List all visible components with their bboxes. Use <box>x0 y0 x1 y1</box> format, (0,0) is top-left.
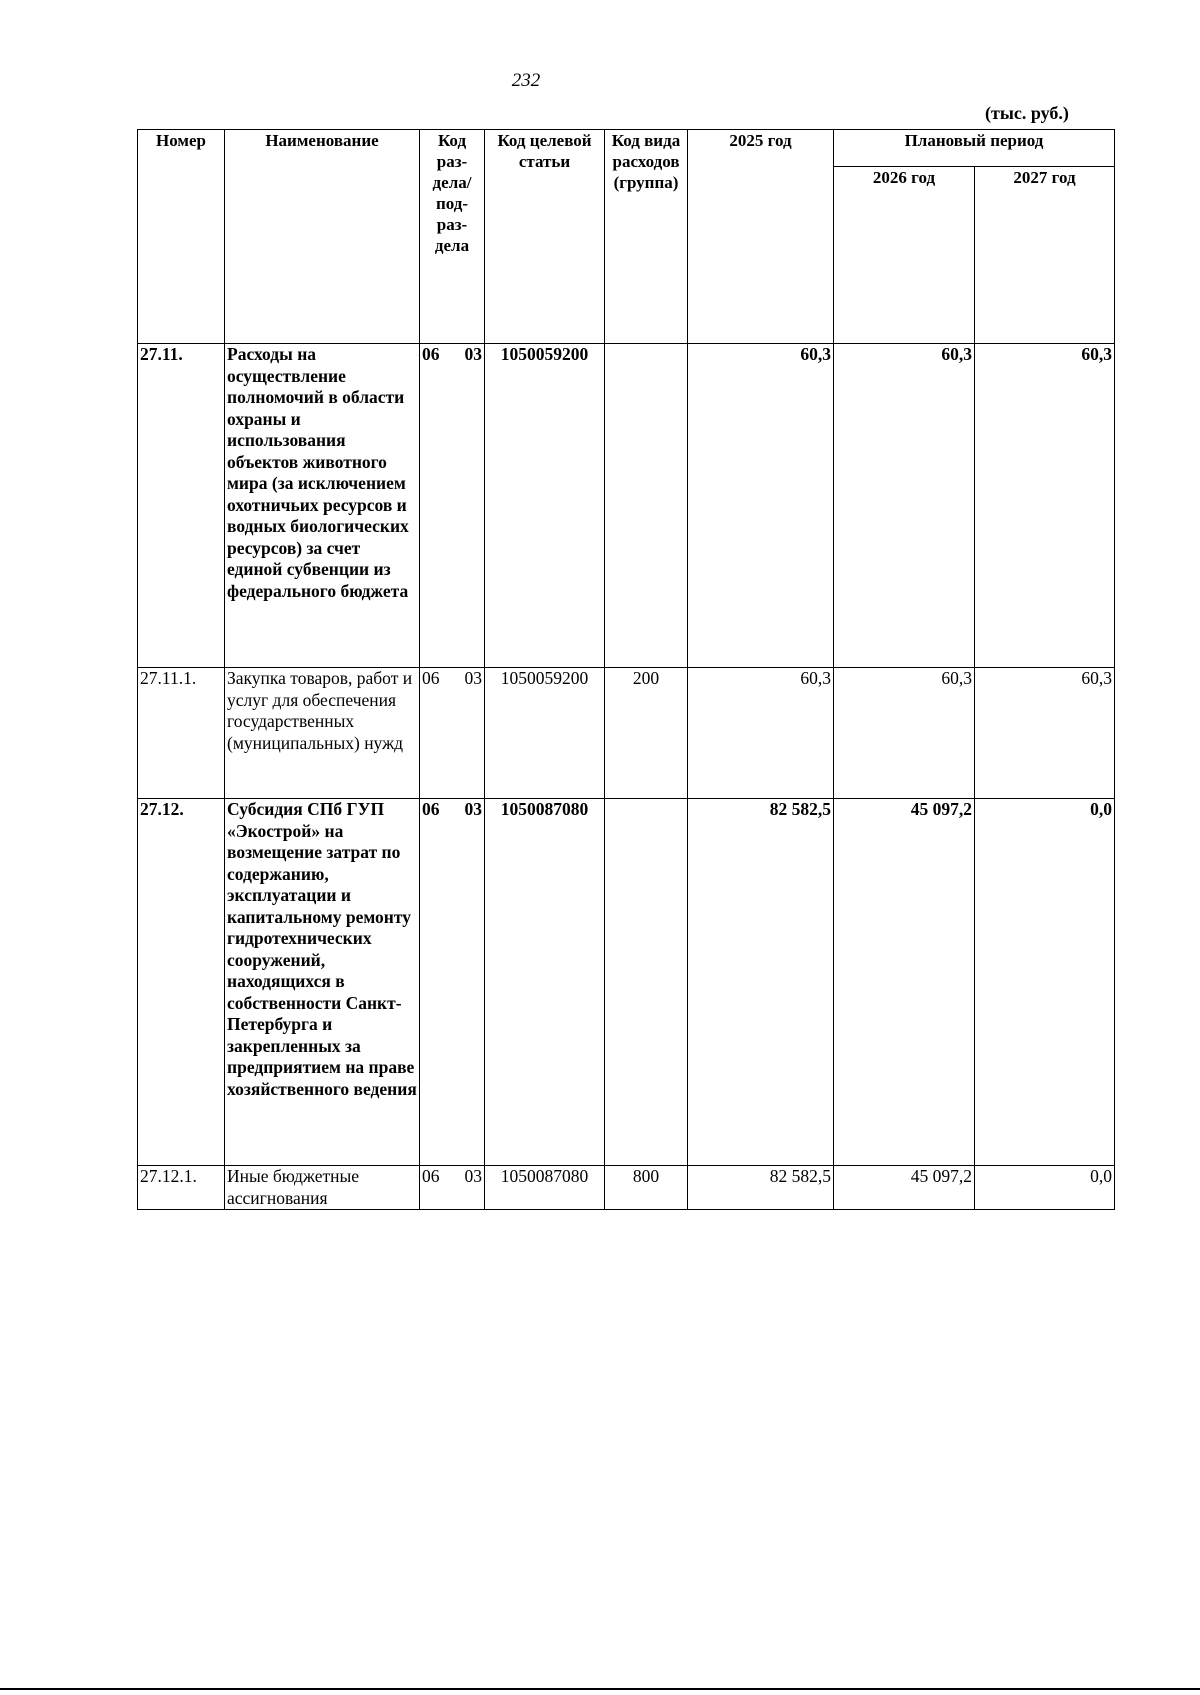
row-2027: 0,0 <box>975 1166 1115 1210</box>
row-2025: 82 582,5 <box>688 1166 834 1210</box>
row-number: 27.12.1. <box>138 1166 225 1210</box>
header-number: Номер <box>138 130 225 344</box>
subsection-code: 03 <box>464 668 482 688</box>
row-kind <box>605 344 688 668</box>
row-section <box>420 799 485 1166</box>
row-number: 27.11.1. <box>138 668 225 799</box>
row-target: 1050059200 <box>485 344 605 668</box>
table-row <box>138 668 1115 799</box>
row-2025: 82 582,5 <box>688 799 834 1166</box>
header-section-code: Код раз-дела/ под-раз-дела <box>420 130 485 344</box>
row-name: Субсидия СПб ГУП «Экострой» на возмещение затрат по содержанию, эксплуатации и капитальному ремонту гидротехнических сооружений, находящихся в собственности Санкт-Петербурга и закрепленных за предприятием на праве хозяйственного ведения <box>225 799 420 1166</box>
table-row <box>138 344 1115 668</box>
header-target-code: Код целевой статьи <box>485 130 605 344</box>
row-target: 1050087080 <box>485 799 605 1166</box>
table-row <box>138 799 1115 1166</box>
header-2025: 2025 год <box>688 130 834 344</box>
row-kind: 200 <box>605 668 688 799</box>
row-name: Расходы на осуществление полномочий в области охраны и использования объектов животного мира (за исключением охотничьих ресурсов и водных биологических ресурсов) за счет единой субвенции из федерального бюджета <box>225 344 420 668</box>
row-2025: 60,3 <box>688 344 834 668</box>
budget-table <box>137 129 1115 1210</box>
row-2026: 60,3 <box>834 668 975 799</box>
subsection-code: 03 <box>464 799 482 819</box>
row-2026: 60,3 <box>834 344 975 668</box>
units-label: (тыс. руб.) <box>985 103 1069 123</box>
section-code: 06 <box>422 344 440 364</box>
row-number: 27.11. <box>138 344 225 668</box>
row-section <box>420 344 485 668</box>
header-expense-kind: Код вида расходов (группа) <box>605 130 688 344</box>
section-code: 06 <box>422 668 440 688</box>
row-2026: 45 097,2 <box>834 799 975 1166</box>
row-2027: 0,0 <box>975 799 1115 1166</box>
row-section <box>420 668 485 799</box>
header-2026: 2026 год <box>834 167 975 344</box>
row-section <box>420 1166 485 1210</box>
row-2027: 60,3 <box>975 668 1115 799</box>
table-row <box>138 1166 1115 1210</box>
scan-edge-rule <box>0 1688 1200 1690</box>
row-kind <box>605 799 688 1166</box>
section-code: 06 <box>422 1166 440 1186</box>
row-2027: 60,3 <box>975 344 1115 668</box>
row-2025: 60,3 <box>688 668 834 799</box>
header-row <box>138 130 1115 167</box>
subsection-code: 03 <box>464 1166 482 1186</box>
row-number: 27.12. <box>138 799 225 1166</box>
row-name: Иные бюджетные ассигнования <box>225 1166 420 1210</box>
header-2027: 2027 год <box>975 167 1115 344</box>
subsection-code: 03 <box>464 344 482 364</box>
page-number: 232 <box>511 70 541 91</box>
header-name: Наименование <box>225 130 420 344</box>
row-name: Закупка товаров, работ и услуг для обеспечения государственных (муниципальных) нужд <box>225 668 420 799</box>
row-2026: 45 097,2 <box>834 1166 975 1210</box>
section-code: 06 <box>422 799 440 819</box>
row-target: 1050059200 <box>485 668 605 799</box>
header-planned-period: Плановый период <box>834 130 1115 167</box>
row-kind: 800 <box>605 1166 688 1210</box>
row-target: 1050087080 <box>485 1166 605 1210</box>
